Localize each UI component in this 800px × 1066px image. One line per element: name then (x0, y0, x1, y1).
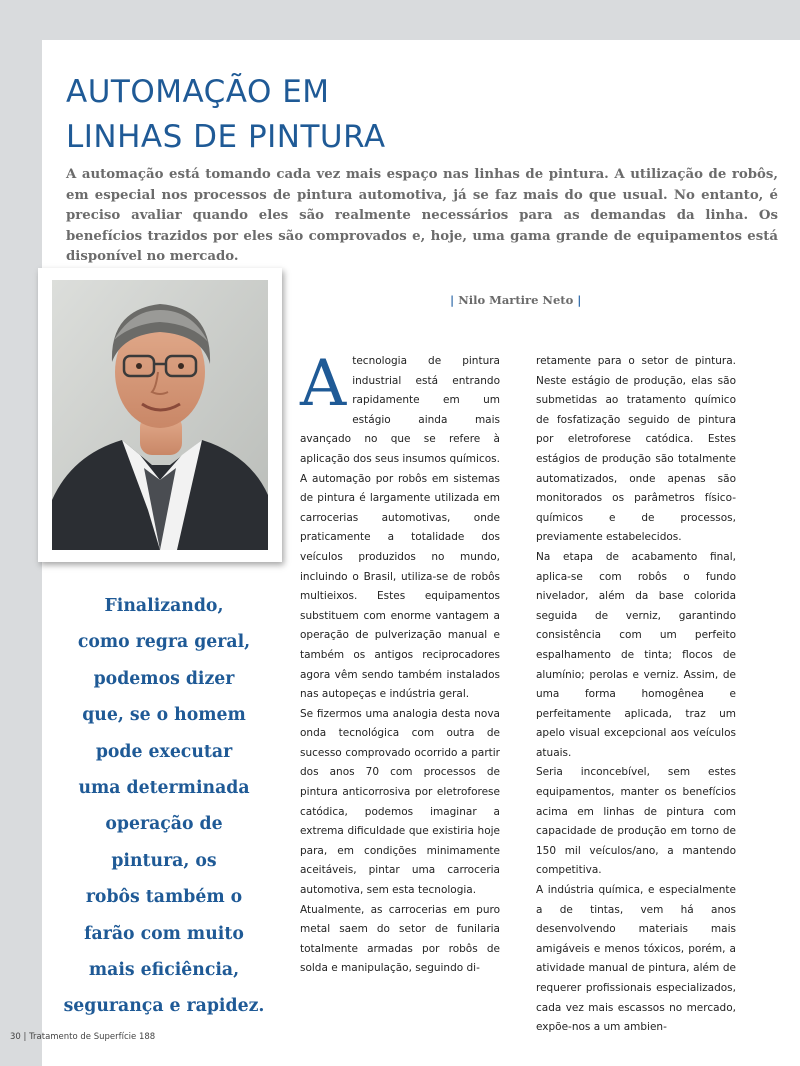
pull-quote-line: pintura, os (111, 850, 217, 871)
author-photo (52, 280, 268, 550)
pull-quote (56, 588, 272, 1025)
body-paragraph: Seria inconcebível, sem estes equipamentos, manter os benefícios acima em linhas de pintura com capacidade de produção em torno de 150 mil veículos/ano, a mantendo competitiva. (536, 766, 736, 877)
pull-quote-line: pode executar (95, 741, 233, 762)
byline-bar-right: | (577, 293, 582, 307)
body-paragraph: A automação por robôs em sistemas de pintura é largamente utilizada em carrocerias automotivas, onde praticamente a totalidade dos veículos produzidos no mundo, incluindo o Brasil, utiliza-se de robôs multieixos. Estes equipamentos substituem com enorme vantagem a operação de pulverização manual e também os antigos reciprocadores agora vêm sendo também instalados nas autopeças e indústria geral. (300, 472, 500, 701)
body-paragraph (300, 347, 500, 470)
dropcap: A (300, 347, 347, 421)
title-line-2: LINHAS DE PINTURA (66, 119, 386, 155)
pull-quote-line: podemos dizer (93, 668, 235, 689)
paragraph-text: tecnologia de pintura industrial está entrando rapidamente em um estágio ainda mais avançado no que se refere à aplicação dos seus insumos químicos. (300, 355, 500, 465)
article-byline (450, 293, 581, 307)
pull-quote-line: robôs também o (85, 887, 243, 908)
page-footer: 30 | Tratamento de Superfície 188 (10, 1032, 156, 1042)
body-paragraph: A indústria química, e especialmente a de tintas, vem há anos desenvolvendo materiais mais amigáveis e menos tóxicos, porém, a atividade manual de pintura, além de requerer profissionais especializados, cada vez mais escassos no mercado, expõe-nos a um ambien- (536, 884, 736, 1034)
pull-quote-line: mais eficiência, (88, 960, 240, 981)
body-column-2 (536, 352, 736, 1038)
title-line-1: AUTOMAÇÃO EM (66, 74, 330, 110)
author-photo-frame (38, 268, 282, 562)
body-paragraph: Se fizermos uma analogia desta nova onda tecnológica com outra de sucesso comprovado ocorrido a partir dos anos 70 com processos de pintura anticorrosiva por eletroforese catódica, podemos imaginar a extrema dificuldade que existiria hoje para, em condições minimamente aceitáveis, pintar uma carroceria automotiva, sem esta tecnologia. (300, 707, 500, 897)
article-lead: A automação está tomando cada vez mais espaço nas linhas de pintura. A utilização de robôs, em especial nos processos de pintura automotiva, já se faz mais do que usual. No entanto, é preciso avaliar quando eles são realmente necessários para as demandas da linha. Os benefícios trazidos por eles são comprovados e, hoje, uma gama grande de equipamentos está disponível no mercado. (66, 167, 778, 265)
pull-quote-line: que, se o homem (82, 705, 246, 726)
body-paragraph: Na etapa de acabamento final, aplica-se com robôs o fundo nivelador, além da base colorida seguida de verniz, garantindo consistência com um perfeito espalhamento de tinta; flocos de alumínio; perolas e verniz. Assim, de uma forma homogênea e perfeitamente aplicada, traz um apelo visual excepcional aos veículos atuais. (536, 550, 736, 759)
pull-quote-line: como regra geral, (77, 632, 251, 653)
pull-quote-line: segurança e rapidez. (63, 996, 265, 1017)
pull-quote-line: farão com muito (84, 923, 244, 944)
pull-quote-line: operação de (105, 814, 223, 835)
body-paragraph: retamente para o setor de pintura. Neste estágio de produção, elas são submetidas ao tratamento químico de fosfatização seguido de pintura por eletroforese catódica. Estes estágios de produção são totalmente automatizados, onde apenas são monitorados os parâmetros físico-químicos e de processos, previamente estabelecidos. (536, 355, 736, 544)
body-column-1 (300, 347, 500, 979)
body-paragraph: Atualmente, as carrocerias em puro metal saem do setor de funilaria totalmente armadas por robôs de solda e manipulação, seguindo di- (300, 903, 500, 975)
magazine-page (42, 40, 800, 1066)
article-title (66, 70, 666, 160)
byline-bar-left: | (450, 293, 455, 307)
author-portrait-illustration (52, 280, 268, 550)
pull-quote-line: uma determinada (78, 778, 250, 799)
pull-quote-line: Finalizando, (104, 596, 224, 616)
author-name: Nilo Martire Neto (458, 293, 574, 307)
